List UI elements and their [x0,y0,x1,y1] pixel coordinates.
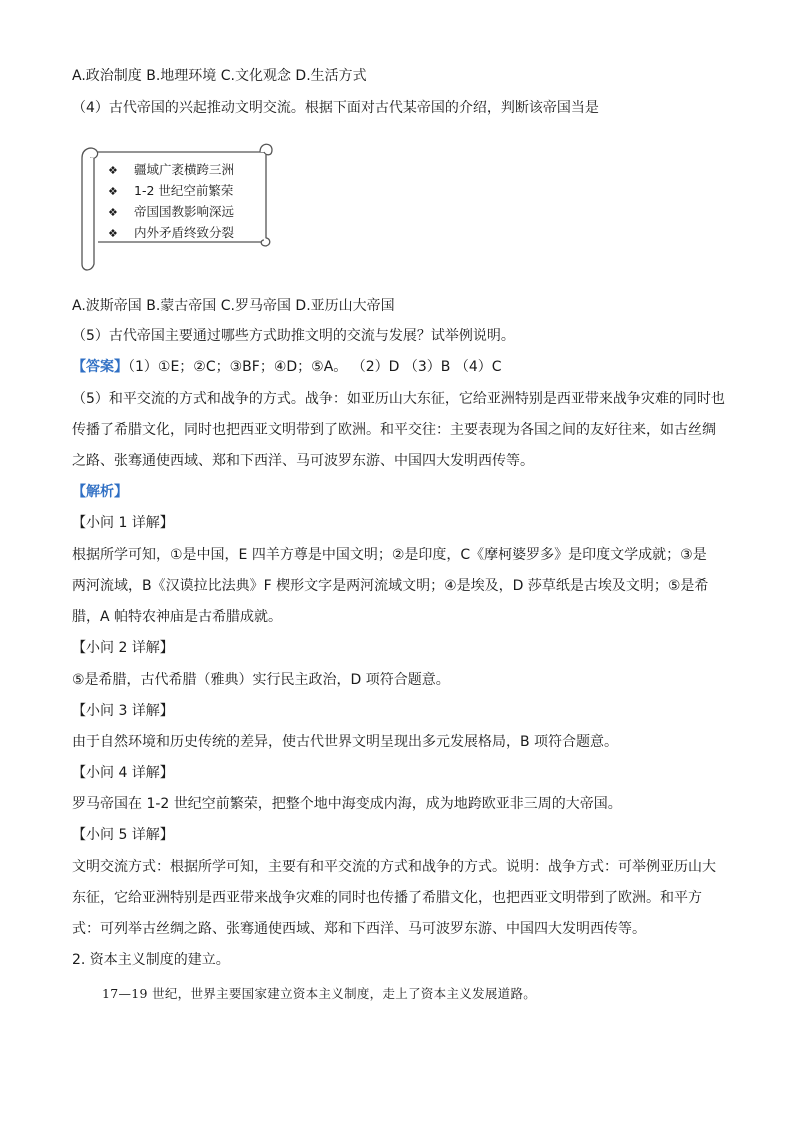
diamond-bullet-icon: ❖ [108,227,118,240]
scroll-item: ❖ 疆域广袤横跨三洲 [108,159,268,180]
section-line: 东征，它给亚洲特别是西亚带来战争灾难的同时也传播了希腊文化，也把西亚文明带到了欧洲。和平方 [72,890,702,906]
answer-text: （1）①E；②C；③BF；④D；⑤A。 （2）D （3）B （4）C [128,359,502,375]
scroll-item: ❖ 内外矛盾终致分裂 [108,222,268,243]
empire-scroll [78,134,274,274]
q4-prompt: （4）古代帝国的兴起推动文明交流。根据下面对古代某帝国的介绍，判断该帝国当是 [72,100,599,116]
scroll-item: ❖ 1-2 世纪空前繁荣 [108,180,268,201]
section-heading: 【小问 2 详解】 [72,640,174,656]
section-heading: 【小问 4 详解】 [72,765,174,781]
answer-tag: 【答案】 [72,359,128,375]
section-heading: 【小问 5 详解】 [72,827,174,843]
analysis-tag: 【解析】 [72,484,128,500]
q5-prompt: （5）古代帝国主要通过哪些方式助推文明的交流与发展？试举例说明。 [72,328,515,344]
diamond-bullet-icon: ❖ [108,185,118,198]
section-line: 两河流域，B《汉谟拉比法典》F 楔形文字是两河流域文明；④是埃及，D 莎草纸是古埃及文明；⑤是希 [72,578,709,594]
section-line: 文明交流方式：根据所学可知，主要有和平交流的方式和战争的方式。说明：战争方式：可举例亚历山大 [72,859,716,875]
section-line: 根据所学可知，①是中国，E 四羊方尊是中国文明；②是印度，C《摩柯婆罗多》是印度文学成就；③是 [72,547,707,563]
section-heading: 【小问 1 详解】 [72,515,174,531]
q3-options: A.政治制度 B.地理环境 C.文化观念 D.生活方式 [72,68,367,84]
answer-line [72,357,502,377]
scroll-item: ❖ 帝国国教影响深远 [108,201,268,222]
answer-q5-line: 之路、张骞通使西域、郑和下西洋、马可波罗东游、中国四大发明西传等。 [72,453,534,469]
q4-options: A.波斯帝国 B.蒙古帝国 C.罗马帝国 D.亚历山大帝国 [72,298,395,314]
section-line: 腊，A 帕特农神庙是古希腊成就。 [72,609,283,625]
section-line: 由于自然环境和历史传统的差异，使古代世界文明呈现出多元发展格局，B 项符合题意。 [72,734,619,750]
answer-q5-line: 传播了希腊文化，同时也把西亚文明带到了欧洲。和平交往：主要表现为各国之间的友好往来，如古丝绸 [72,422,716,438]
q2-title: 2. 资本主义制度的建立。 [72,952,230,968]
section-heading: 【小问 3 详解】 [72,703,174,719]
section-line: 罗马帝国在 1-2 世纪空前繁荣，把整个地中海变成内海，成为地跨欧亚非三周的大帝国。 [72,796,622,812]
answer-q5-line: （5）和平交流的方式和战争的方式。战争：如亚历山大东征，它给亚洲特别是西亚带来战争灾难的同时也 [72,391,725,407]
q2-intro: 17—19 世纪，世界主要国家建立资本主义制度，走上了资本主义发展道路。 [102,986,537,1001]
diamond-bullet-icon: ❖ [108,206,118,219]
diamond-bullet-icon: ❖ [108,164,118,177]
section-line: 式：可列举古丝绸之路、张骞通使西域、郑和下西洋、马可波罗东游、中国四大发明西传等。 [72,921,646,937]
section-line: ⑤是希腊，古代希腊（雅典）实行民主政治，D 项符合题意。 [72,672,450,688]
